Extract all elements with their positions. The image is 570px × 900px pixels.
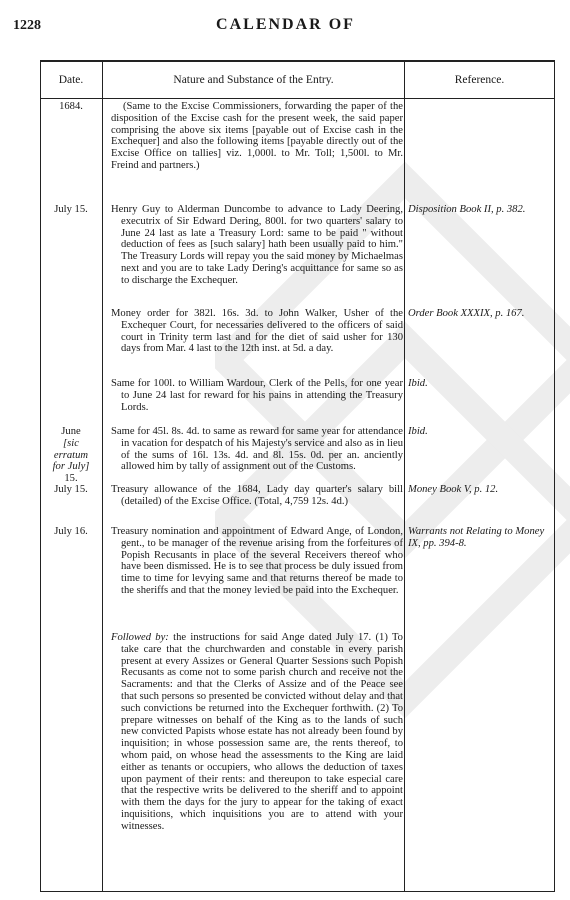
header-bottom-rule bbox=[40, 98, 555, 99]
entry-text: Same for 100l. to William Wardour, Clerk of the Pells, for one year to June 24 last for reward for his pains in attending the Treasury Lords. bbox=[111, 378, 403, 413]
entry-text: Treasury nomination and appointment of Edward Ange, of London, gent., to be manager of the revenue arising from the forfeitures of Popish Recusants in place of the several Receivers thereof who have been dismissed. He is to see that process be duly issued from time to time for levying same and that returns thereof be made to the sheriffs and that the money levied be paid into the Exchequer. bbox=[111, 526, 403, 596]
entry-reference: Ibid. bbox=[408, 426, 428, 437]
entry-date: July 16. bbox=[54, 526, 88, 537]
entry-date: 1684. bbox=[59, 101, 83, 112]
entry-reference: Ibid. bbox=[408, 378, 428, 389]
left-rule bbox=[40, 60, 41, 892]
page-number: 1228 bbox=[13, 18, 41, 33]
entry-text: Treasury allowance of the 1684, Lady day quarter's salary bill (detailed) of the Excise Office. (Total, 4,759 12s. 4d.) bbox=[111, 484, 403, 507]
entry-reference: Warrants not Relating to Money IX, pp. 394-8. bbox=[408, 526, 545, 549]
entry-date: July 15. bbox=[54, 484, 88, 495]
entry-date: June [sic erratum for July] 15. bbox=[52, 426, 90, 485]
date-column-header: Date. bbox=[58, 74, 84, 86]
entry-date: July 15. bbox=[54, 204, 88, 215]
nature-column-header: Nature and Substance of the Entry. bbox=[173, 74, 334, 86]
running-title: CALENDAR OF bbox=[216, 16, 355, 33]
entry-text: Same for 45l. 8s. 4d. to same as reward for same year for attendance in vacation for despatch of his Majesty's service and also as in lieu of the sums of 16l. 13s. 4d. and 8l. 15s. 0d. per an. anciently allowed him by tally of assignment out of the Customs. bbox=[111, 426, 403, 473]
calendar-table bbox=[40, 60, 555, 892]
entry-reference: Disposition Book II, p. 382. bbox=[408, 204, 526, 215]
entry-lead: Followed by: bbox=[111, 632, 169, 643]
right-rule bbox=[554, 60, 555, 892]
reference-column-rule bbox=[404, 60, 405, 892]
entry-text: Followed by: the instructions for said Ange dated July 17. (1) To take care that the churchwarden and constable in every parish present at every Assizes or General Quarter Sessions such Popish Recusants as come not to some parish church and receive not the Sacraments: and that the Clerks of Assize and of the Peace see that such persons so presented be convicted without delay and that such convictions be returned into the Exchequer forthwith. (2) To prepare witnesses on behalf of the King as to the lands of such new convicted Papists whose estate has not already been found by inquisition; in whose possession same are, the rents thereof, to whom paid, on whose head the assessments to the King are laid either as tenants or occupiers, who allows the deduction of taxes upon payment of their rents: and thereupon to take especial care that the respective writs be delivered to the sheriff and to appoint with them the days for the jury to appear for the taking of exact inquisitions, which inquisitions you are to attend with your witnesses. bbox=[111, 632, 403, 832]
table-top-rule bbox=[40, 60, 555, 62]
date-column-rule bbox=[102, 60, 103, 892]
entry-text: (Same to the Excise Commissioners, forwarding the paper of the disposition of the Excise cash for the present week, the said paper comprising the above six items [payable out of Excise cash in the Exchequer] and also the following items [payable directly out of the Excise Office on tallies] viz. 1,000l. to Mr. Toll; 1,500l. to Mr. Freind and partners.) bbox=[111, 101, 403, 171]
entry-reference: Money Book V, p. 12. bbox=[408, 484, 499, 495]
entry-text: Henry Guy to Alderman Duncombe to advance to Lady Deering, executrix of Sir Edward Dering, 800l. for two quarters' salary to June 24 last as late a Treasury Lord: same to be paid " without deduction of fees as [such salary] hath been usually paid to him." The Treasury Lords will repay you the said money by Michaelmas next and you are to take Lady Dering's acquittance for same so as to discharge the Exchequer. bbox=[111, 204, 403, 286]
table-bottom-rule bbox=[40, 891, 555, 892]
page-header bbox=[13, 12, 558, 42]
reference-column-header: Reference. bbox=[454, 74, 505, 86]
entry-reference: Order Book XXXIX, p. 167. bbox=[408, 308, 525, 319]
entry-text: Money order for 382l. 16s. 3d. to John Walker, Usher of the Exchequer Court, for necessaries delivered to the officers of said court in Trinity term last and for the diet of said usher for 130 days from Mar. 4 last to the 12th inst. at 5d. a day. bbox=[111, 308, 403, 355]
